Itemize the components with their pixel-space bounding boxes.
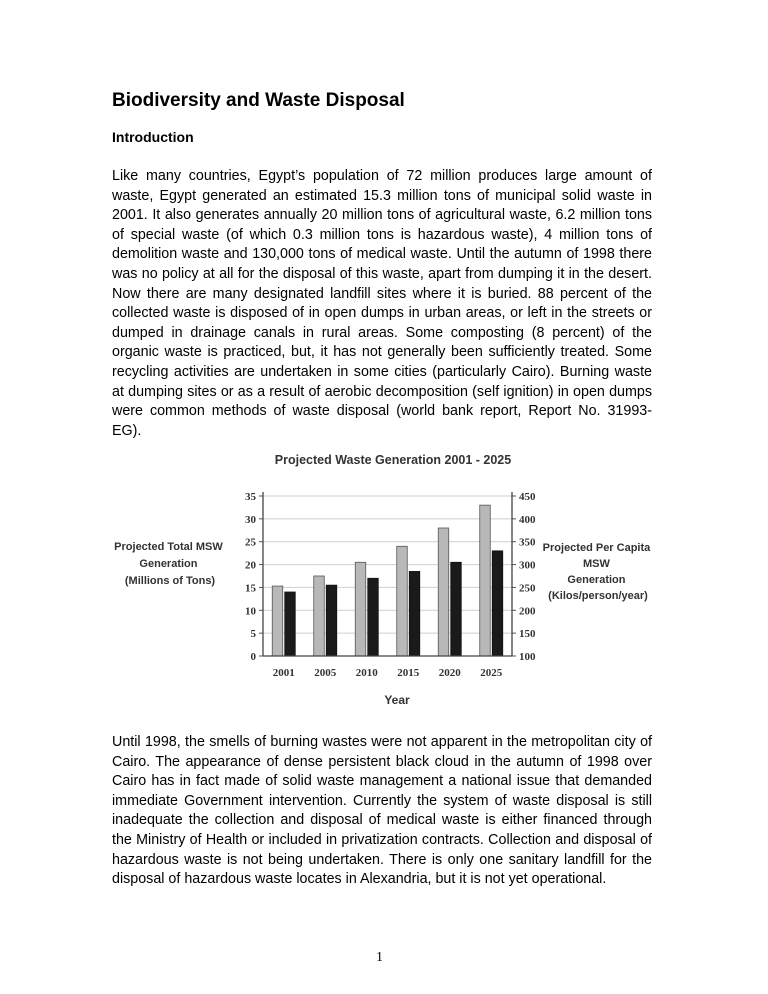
left-tick-label: 0 [250, 651, 256, 663]
right-axis-label [543, 542, 654, 602]
bar-per-capita [285, 592, 296, 656]
x-tick-label: 2020 [438, 667, 461, 679]
right-tick-label: 150 [519, 628, 536, 641]
right-tick-label: 250 [519, 582, 536, 595]
right-axis-ticks [519, 491, 536, 663]
right-tick-label: 400 [519, 513, 536, 526]
left-tick-label: 35 [245, 491, 256, 503]
bar-per-capita [326, 585, 337, 656]
chart-axes [259, 492, 516, 656]
waste-generation-chart [110, 446, 660, 716]
left-axis-label-line: Projected Total MSW [114, 541, 223, 553]
document-title: Biodiversity and Waste Disposal [112, 90, 405, 111]
left-tick-label: 5 [250, 628, 256, 641]
bar-per-capita [409, 571, 420, 656]
chart-title: Projected Waste Generation 2001 - 2025 [274, 453, 512, 467]
right-tick-label: 100 [519, 651, 536, 663]
bar-total-msw [355, 562, 366, 656]
x-tick-label: 2005 [314, 667, 337, 679]
x-tick-label: 2001 [272, 667, 295, 679]
left-tick-label: 20 [245, 559, 256, 572]
bar-per-capita [368, 578, 379, 656]
right-axis-label-line: Generation [567, 574, 626, 586]
left-axis-label-line: Generation [139, 558, 198, 570]
bar-total-msw [397, 546, 408, 656]
intro-paragraph: Like many countries, Egypt’s population of 72 million produces large amount of waste, Egypt generated an estimated 15.3 million tons of municipal solid waste in 2001. It also generates annually 20 million tons of agricultural waste, 6.2 million tons of special waste (of which 0.3 million tons is hazardous waste), 4 million tons of demolition waste and 130,000 tons of medical waste. Until the autumn of 1998 there was no policy at all for the disposal of this waste, apart from dumping it in the desert. Now there are many designated landfill sites where it is buried. 88 percent of the collected waste is disposed of in open dumps in urban areas, or left in the streets or dumped in drainage canals in rural areas. Some composting (8 percent) of the organic waste is practiced, but, it has not generally been sufficiently treated. Some recycling activities are undertaken in some cities (particularly Cairo). Burning waste at dumping sites or as a result of aerobic decomposition (self ignition) in open dumps were common methods of waste disposal (world bank report, Report No. 31993- EG). [112, 168, 652, 439]
left-axis-label [114, 541, 226, 587]
chart-canvas [110, 446, 660, 716]
body-paragraph: Until 1998, the smells of burning wastes were not apparent in the metropolitan city of Cairo. The appearance of dense persistent black cloud in the autumn of 1998 over Cairo has in fact made of solid waste management a national issue that demanded immediate Government intervention. Currently the system of waste disposal is still inadequate the collection and disposal of medical waste is either financed through the Ministry of Health or included in privatization contracts. Collection and disposal of hazardous waste is not being undertaken. There is only one sanitary landfill for the disposal of hazardous waste locates in Alexandria, but it is not yet operational. [112, 734, 652, 888]
x-tick-label: 2010 [355, 667, 378, 679]
section-heading: Introduction [112, 129, 194, 145]
right-tick-label: 200 [519, 605, 536, 618]
x-tick-label: 2015 [397, 667, 420, 679]
left-tick-label: 10 [245, 605, 256, 618]
left-tick-label: 25 [245, 536, 256, 549]
right-tick-label: 300 [519, 559, 536, 572]
right-axis-label-line: (Kilos/person/year) [548, 590, 648, 602]
bar-per-capita [451, 562, 462, 656]
x-tick-label: 2025 [480, 667, 503, 679]
bar-total-msw [272, 586, 283, 656]
bar-per-capita [492, 551, 503, 656]
left-axis-ticks [245, 491, 257, 663]
right-axis-label-line: MSW [583, 558, 610, 570]
left-tick-label: 15 [245, 582, 256, 595]
bar-total-msw [480, 505, 491, 656]
right-axis-label-line: Projected Per Capita [542, 542, 651, 554]
left-axis-label-line: (Millions of Tons) [124, 575, 216, 587]
left-tick-label: 30 [245, 513, 256, 526]
right-tick-label: 450 [519, 491, 536, 503]
chart-grid [263, 496, 512, 656]
bar-total-msw [314, 576, 325, 656]
page-number: 1 [376, 950, 383, 965]
x-axis-ticks [273, 667, 503, 679]
bar-total-msw [438, 528, 449, 656]
right-tick-label: 350 [519, 536, 536, 549]
x-axis-label: Year [384, 693, 410, 707]
